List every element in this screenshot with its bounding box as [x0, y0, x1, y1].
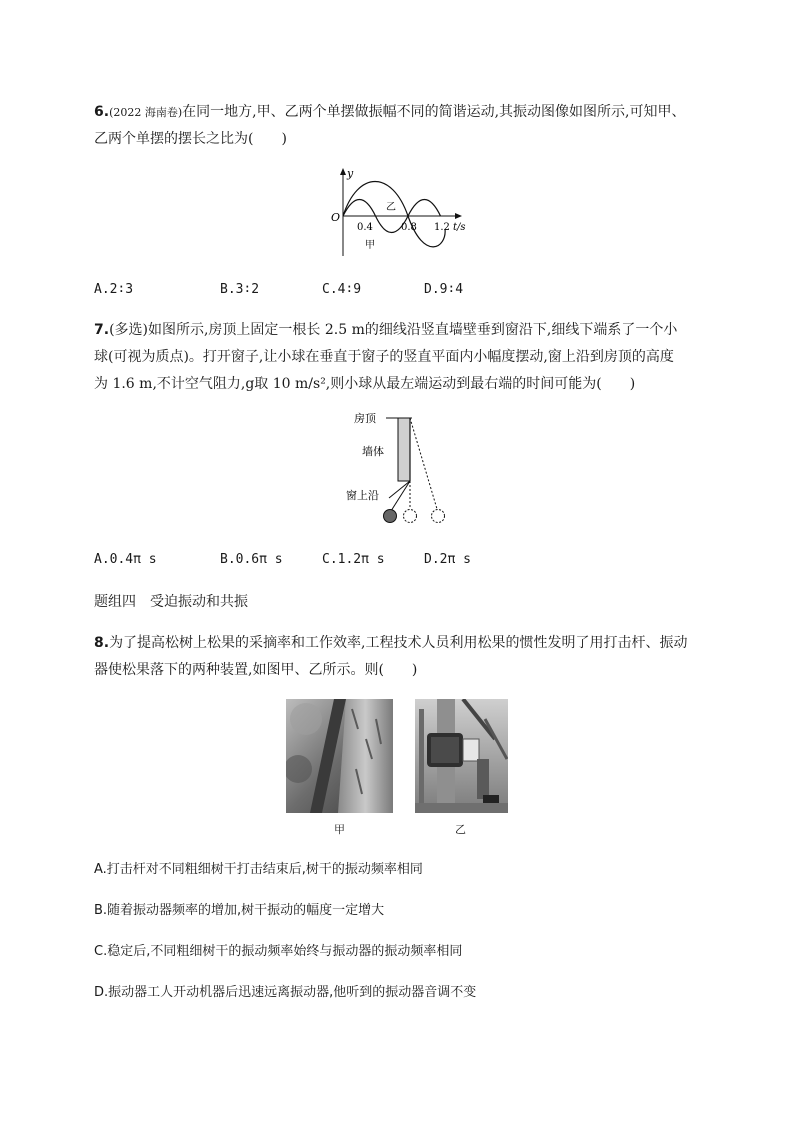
ball-right: [432, 510, 445, 523]
tick-0-8: 0.8: [401, 222, 417, 233]
label-jia: 甲: [365, 240, 375, 251]
q6-source: (2022 海南卷): [109, 106, 183, 119]
q7-line3: 为 1.6 m,不计空气阻力,g取 10 m/s²,则小球从最左端运动到最右端的时间可能为( ): [94, 376, 636, 392]
curve-yi: [343, 182, 445, 247]
q8-option-a[interactable]: A.打击杆对不同粗细树干打击结束后,树干的振动频率相同: [94, 862, 423, 877]
q6-line2: 乙两个单摆的摆长之比为( ): [94, 131, 287, 147]
q6-vibration-graph: [310, 164, 480, 259]
q8-stem-part1: 为了提高松树上松果的采摘率和工作效率,工程技术人员利用松果的惯性发明了用打击杆、振动: [109, 635, 688, 651]
q8-option-d[interactable]: D.振动器工人开动机器后迅速远离振动器,他听到的振动器音调不变: [94, 985, 477, 1000]
t-label: t/s: [453, 222, 466, 233]
origin-label: O: [331, 211, 341, 224]
q8-option-c[interactable]: C.稳定后,不同粗细树干的振动频率始终与振动器的振动频率相同: [94, 944, 463, 959]
label-roof: 房顶: [354, 412, 376, 425]
q7-line2: 球(可视为质点)。打开窗子,让小球在垂直于窗子的竖直平面内小幅度摆动,窗上沿到房顶的高度: [94, 349, 674, 365]
q6-option-d[interactable]: D.9∶4: [424, 282, 464, 297]
label-yi: 乙: [386, 202, 396, 213]
tick-1-2: 1.2: [434, 222, 450, 233]
ball-middle: [404, 510, 417, 523]
y-label: y: [347, 167, 354, 180]
ball-left: [384, 510, 397, 523]
tick-0-4: 0.4: [357, 222, 373, 233]
caption-jia: 甲: [334, 823, 345, 836]
q6-line1: [94, 102, 686, 123]
q7-option-a[interactable]: A.0.4π s: [94, 552, 157, 567]
photo-jia-strike-rod: [286, 699, 393, 813]
label-wall: 墙体: [362, 445, 384, 458]
q8-line1: [94, 633, 688, 653]
q6-option-c[interactable]: C.4∶9: [322, 282, 362, 297]
q6-number: 6.: [94, 104, 110, 120]
label-window: 窗上沿: [346, 489, 379, 502]
q7-option-c[interactable]: C.1.2π s: [322, 552, 385, 567]
string-right-dashed: [410, 418, 437, 509]
t-axis-arrow: [455, 213, 462, 219]
q6-stem-part1: 在同一地方,甲、乙两个单摆做振幅不同的简谐运动,其振动图像如图所示,可知甲、: [182, 104, 686, 120]
q8-option-b[interactable]: B.随着振动器频率的增加,树干振动的幅度一定增大: [94, 903, 385, 918]
q7-stem-part1: (多选)如图所示,房顶上固定一根长 2.5 m的细线沿竖直墙壁垂到窗沿下,细线下端系了一个小: [109, 322, 678, 338]
photo-yi-vibrator: [415, 699, 508, 813]
q7-line1: [94, 320, 677, 340]
q7-number: 7.: [94, 322, 110, 338]
window-edge: [389, 481, 410, 498]
group4-heading: 题组四 受迫振动和共振: [94, 594, 248, 610]
caption-yi: 乙: [455, 823, 466, 836]
q8-line2: 器使松果落下的两种装置,如图甲、乙所示。则( ): [94, 662, 418, 678]
q8-number: 8.: [94, 635, 110, 651]
q7-option-b[interactable]: B.0.6π s: [220, 552, 283, 567]
y-axis-arrow: [340, 168, 346, 175]
q6-option-b[interactable]: B.3∶2: [220, 282, 260, 297]
q7-option-d[interactable]: D.2π s: [424, 552, 471, 567]
q7-pendulum-figure: [340, 408, 460, 530]
string-left: [391, 481, 410, 511]
q6-option-a[interactable]: A.2∶3: [94, 282, 134, 297]
wall: [398, 418, 410, 481]
